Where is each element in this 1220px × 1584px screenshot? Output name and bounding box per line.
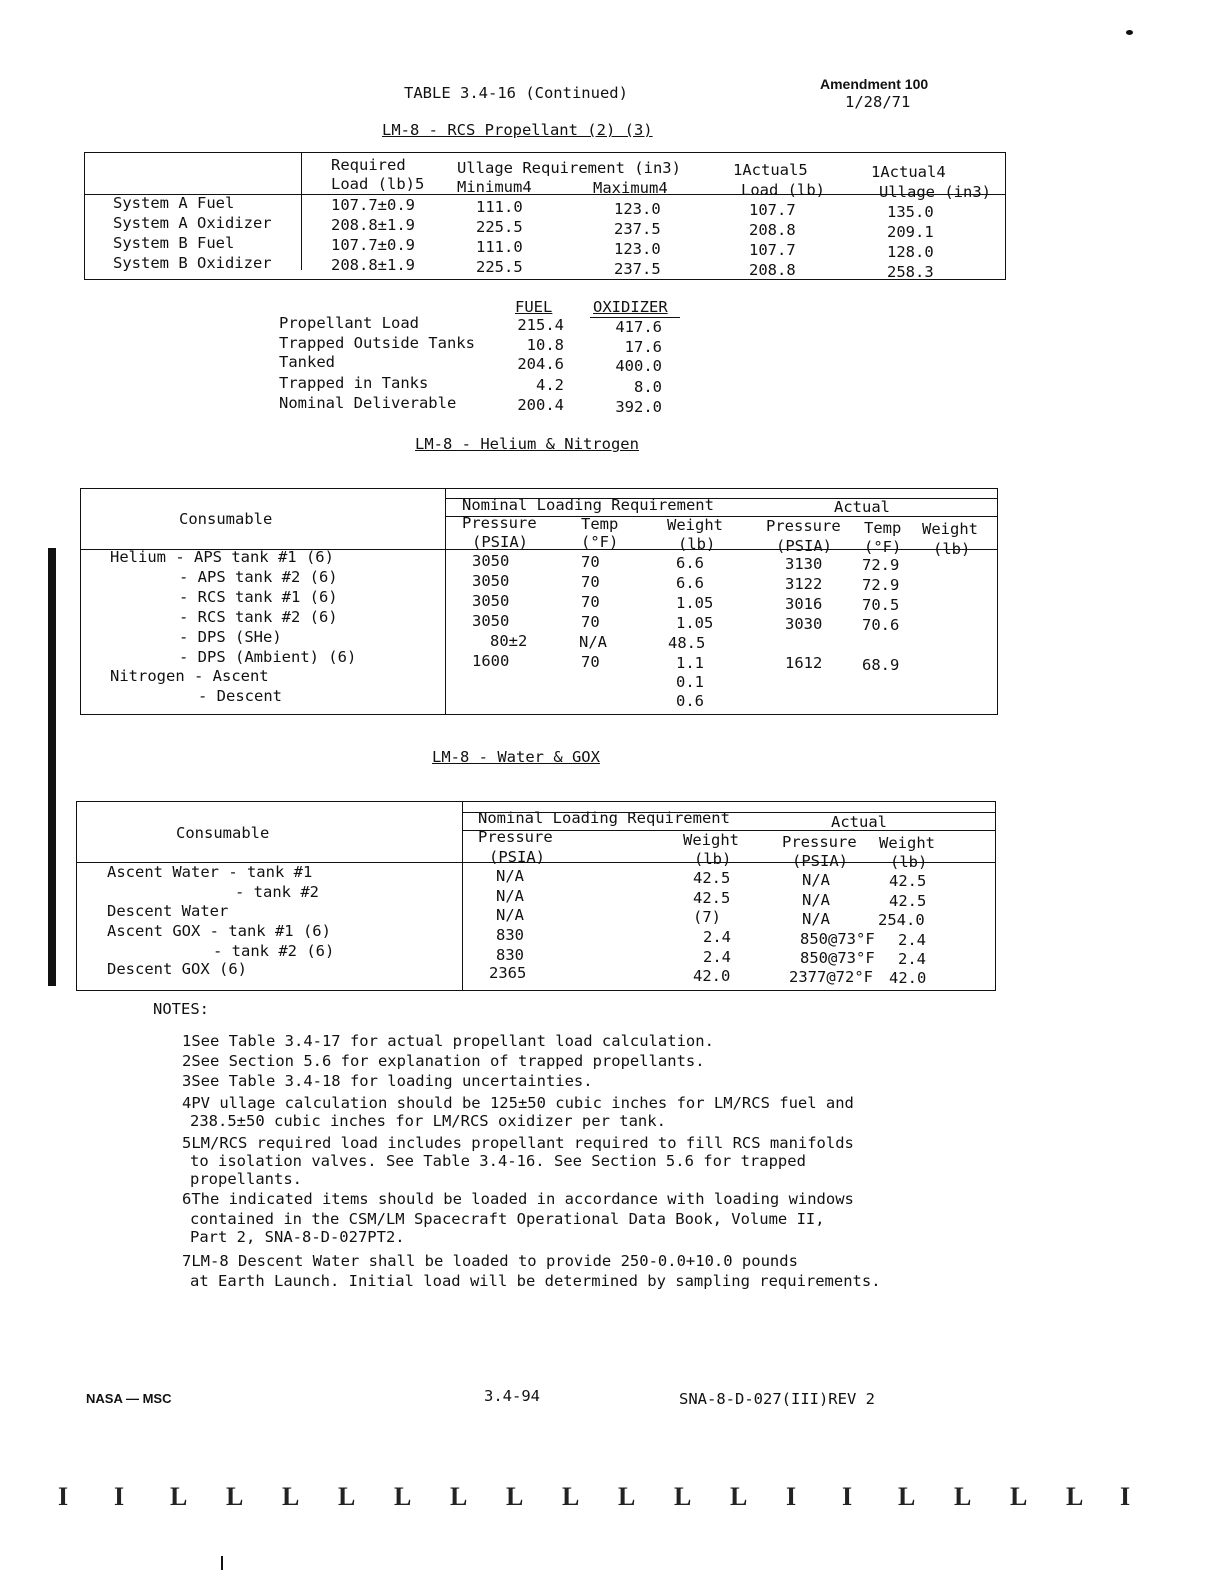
act-pressure-header: Pressure: [766, 517, 841, 535]
ullage-max: 123.0: [614, 240, 661, 258]
actual-ullage: 135.0: [887, 203, 934, 221]
nom-pressure-unit: (PSIA): [472, 533, 528, 551]
act-temp: 70.5: [862, 596, 900, 614]
footer-doc-id: SNA-8-D-027(III)REV 2: [679, 1390, 875, 1408]
required-load: 107.7±0.9: [331, 196, 415, 214]
act-temp: 68.9: [862, 656, 900, 674]
act-weight-unit: (lb): [890, 853, 928, 871]
act-pressure: 1612: [785, 654, 823, 672]
nom-temp-unit: (°F): [581, 533, 619, 551]
act-weight: 42.0: [889, 969, 927, 987]
summary-oxidizer-value: 392.0: [615, 398, 662, 416]
nom-weight: 2.4: [703, 928, 731, 946]
scan-speck: [1126, 30, 1133, 35]
nom-weight: 1.1: [676, 654, 704, 672]
act-temp: 72.9: [862, 576, 900, 594]
nom-weight-header: Weight: [667, 516, 723, 534]
nom-weight: (7): [693, 908, 721, 926]
nom-pressure: 830: [496, 946, 524, 964]
act-pressure: 3130: [785, 555, 823, 573]
act-weight: 2.4: [898, 931, 926, 949]
summary-label: Tanked: [279, 353, 335, 371]
note-line: 4PV ullage calculation should be 125±50 cubic inches for LM/RCS fuel and: [182, 1094, 854, 1112]
nom-temp: 70: [581, 593, 600, 611]
nom-weight: 0.6: [676, 692, 704, 710]
rcs-required-header: Required: [331, 156, 406, 174]
act-temp-header: Temp: [864, 519, 902, 537]
nom-pressure: 1600: [472, 652, 510, 670]
water-row-label: - tank #2: [235, 883, 319, 901]
water-row-label: Ascent GOX - tank #1 (6): [107, 922, 331, 940]
rcs-actual-load-header: 1Actual5: [733, 161, 808, 179]
rcs-maximum-header: Maximum4: [593, 179, 668, 197]
actual-load: 107.7: [749, 201, 796, 219]
rcs-actual-ullage-unit: Ullage (in3): [879, 183, 991, 201]
act-weight: 254.0: [878, 911, 925, 929]
water-row-label: - tank #2 (6): [213, 942, 335, 960]
summary-oxidizer-value: 417.6: [615, 318, 662, 336]
act-pressure: 3030: [785, 615, 823, 633]
act-pressure-unit: (PSIA): [792, 852, 848, 870]
nom-weight-unit: (lb): [694, 850, 732, 868]
rcs-minimum-header: Minimum4: [457, 178, 532, 196]
nom-weight-header: Weight: [683, 831, 739, 849]
summary-fuel-value: 204.6: [517, 355, 564, 373]
act-pressure-unit: (PSIA): [776, 537, 832, 555]
helium-row-label: - RCS tank #2 (6): [179, 608, 338, 626]
amendment-number: Amendment 100: [820, 76, 929, 92]
nom-temp: 70: [581, 573, 600, 591]
act-pressure: 2377@72°F: [789, 968, 873, 986]
nom-pressure: N/A: [496, 887, 524, 905]
nom-temp: N/A: [579, 633, 607, 651]
helium-consumable-header: Consumable: [179, 510, 273, 528]
water-label-divider: [462, 801, 463, 991]
helium-label-divider: [445, 488, 446, 715]
nom-temp: 70: [581, 613, 600, 631]
nom-pressure: 3050: [472, 592, 510, 610]
rcs-section-title: LM-8 - RCS Propellant (2) (3): [382, 121, 653, 139]
nom-pressure: N/A: [496, 867, 524, 885]
nom-pressure: 3050: [472, 612, 510, 630]
nom-weight: 6.6: [676, 554, 704, 572]
ullage-min: 111.0: [476, 238, 523, 256]
nom-pressure-header: Pressure: [462, 514, 537, 532]
summary-fuel-value: 4.2: [536, 376, 564, 394]
actual-load: 208.8: [749, 261, 796, 279]
summary-oxidizer-value: 8.0: [634, 378, 662, 396]
water-row-label: Descent Water: [107, 902, 229, 920]
nom-temp-header: Temp: [581, 515, 619, 533]
note-line: 7LM-8 Descent Water shall be loaded to provide 250-0.0+10.0 pounds: [182, 1252, 798, 1270]
table-title: TABLE 3.4-16 (Continued): [404, 84, 628, 102]
nom-weight: 48.5: [668, 634, 706, 652]
helium-row-label: - RCS tank #1 (6): [179, 588, 338, 606]
nom-pressure: 830: [496, 926, 524, 944]
ullage-min: 225.5: [476, 258, 523, 276]
ullage-min: 111.0: [476, 198, 523, 216]
nom-weight: 1.05: [676, 594, 714, 612]
summary-label: Trapped Outside Tanks: [279, 334, 475, 352]
notes-heading: NOTES:: [153, 1000, 209, 1018]
summary-oxidizer-value: 400.0: [615, 357, 662, 375]
note-line: 1See Table 3.4-17 for actual propellant load calculation.: [182, 1032, 714, 1050]
note-line: 238.5±50 cubic inches for LM/RCS oxidizer per tank.: [190, 1112, 666, 1130]
nom-weight: 1.05: [676, 614, 714, 632]
act-weight: 42.5: [889, 892, 927, 910]
nom-weight: 42.0: [693, 967, 731, 985]
rcs-actual-load-unit: Load (lb): [741, 181, 825, 199]
ullage-min: 225.5: [476, 218, 523, 236]
note-line: 3See Table 3.4-18 for loading uncertainties.: [182, 1072, 593, 1090]
summary-oxidizer-header: OXIDIZER: [593, 298, 668, 316]
summary-oxidizer-value: 17.6: [624, 338, 662, 356]
helium-nominal-header: Nominal Loading Requirement: [462, 496, 714, 514]
act-pressure: N/A: [802, 871, 830, 889]
row-label: System A Oxidizer: [113, 214, 272, 232]
water-nominal-header: Nominal Loading Requirement: [478, 809, 730, 827]
ullage-max: 237.5: [614, 260, 661, 278]
act-pressure: N/A: [802, 910, 830, 928]
water-consumable-header: Consumable: [176, 824, 270, 842]
note-line: 6The indicated items should be loaded in accordance with loading windows: [182, 1190, 854, 1208]
actual-load: 208.8: [749, 221, 796, 239]
actual-load: 107.7: [749, 241, 796, 259]
water-row-label: [107, 962, 247, 978]
act-pressure-header: Pressure: [782, 833, 857, 851]
act-pressure: N/A: [802, 891, 830, 909]
water-actual-header: Actual: [831, 813, 887, 831]
nom-temp: 70: [581, 553, 600, 571]
helium-row-label: - DPS (SHe): [179, 628, 282, 646]
act-weight-unit: (lb): [933, 540, 971, 558]
nom-pressure: 80±2: [490, 632, 528, 650]
row-label: System B Fuel: [113, 234, 235, 252]
summary-label: Propellant Load: [279, 314, 419, 332]
nom-pressure: 2365: [489, 964, 527, 982]
act-pressure: 3016: [785, 595, 823, 613]
ullage-max: 237.5: [614, 220, 661, 238]
helium-row-label: - DPS (Ambient) (6): [179, 648, 357, 666]
nom-pressure: 3050: [472, 572, 510, 590]
act-temp: 70.6: [862, 616, 900, 634]
actual-ullage: 128.0: [887, 243, 934, 261]
row-label: System B Oxidizer: [113, 254, 272, 272]
nom-pressure-unit: (PSIA): [489, 848, 545, 866]
nom-pressure: N/A: [496, 906, 524, 924]
act-weight-header: Weight: [879, 834, 935, 852]
helium-section-title: LM-8 - Helium & Nitrogen: [415, 435, 639, 453]
footer-page-number: 3.4-94: [484, 1387, 540, 1405]
note-line: propellants.: [190, 1170, 302, 1188]
nom-temp: 70: [581, 653, 600, 671]
summary-fuel-value: 200.4: [517, 396, 564, 414]
summary-fuel-header: FUEL: [515, 298, 553, 316]
amendment-date: 1/28/71: [845, 93, 911, 111]
row-label: System A Fuel: [113, 194, 235, 212]
helium-row-label: - Descent: [198, 687, 282, 705]
nom-weight-unit: (lb): [678, 535, 716, 553]
nom-weight: 2.4: [703, 948, 731, 966]
rcs-load-header: Load (lb)5: [331, 175, 425, 193]
water-row-label-text: Descent GOX (6): [107, 960, 247, 978]
required-load: 208.8±1.9: [331, 256, 415, 274]
actual-ullage: 258.3: [887, 263, 934, 281]
rcs-label-divider: [301, 152, 302, 270]
ullage-max: 123.0: [614, 200, 661, 218]
helium-row-label: Nitrogen - Ascent: [110, 667, 269, 685]
note-line: to isolation valves. See Table 3.4-16. See Section 5.6 for trapped: [190, 1152, 806, 1170]
act-pressure: 850@73°F: [800, 949, 875, 967]
note-line: Part 2, SNA-8-D-027PT2.: [190, 1228, 405, 1246]
act-weight: 42.5: [889, 872, 927, 890]
act-pressure: 3122: [785, 575, 823, 593]
nom-weight: 42.5: [693, 889, 731, 907]
act-temp: 72.9: [862, 556, 900, 574]
helium-row-label: - APS tank #2 (6): [179, 568, 338, 586]
footer-org: NASA — MSC: [86, 1391, 172, 1406]
change-bar: [48, 548, 56, 986]
required-load: 107.7±0.9: [331, 236, 415, 254]
helium-actual-header: Actual: [834, 498, 890, 516]
required-load: 208.8±1.9: [331, 216, 415, 234]
summary-fuel-value: 215.4: [517, 316, 564, 334]
nom-weight: 0.1: [676, 673, 704, 691]
nom-weight: 42.5: [693, 869, 731, 887]
scan-tick: [221, 1556, 223, 1570]
nom-pressure-header: Pressure: [478, 828, 553, 846]
summary-fuel-value: 10.8: [526, 336, 564, 354]
nom-pressure: 3050: [472, 552, 510, 570]
helium-row-label: Helium - APS tank #1 (6): [110, 548, 334, 566]
water-row-label: Ascent Water - tank #1: [107, 863, 313, 881]
water-section-title: LM-8 - Water & GOX: [432, 748, 600, 766]
nom-weight: 6.6: [676, 574, 704, 592]
note-line: contained in the CSM/LM Spacecraft Operational Data Book, Volume II,: [190, 1210, 825, 1228]
act-weight: 2.4: [898, 950, 926, 968]
note-line: 2See Section 5.6 for explanation of trapped propellants.: [182, 1052, 705, 1070]
act-pressure: 850@73°F: [800, 930, 875, 948]
act-weight-header: Weight: [922, 520, 978, 538]
summary-label: Trapped in Tanks: [279, 374, 429, 392]
rcs-actual-ullage-header: 1Actual4: [871, 163, 946, 181]
note-line: at Earth Launch. Initial load will be determined by sampling requirements.: [190, 1272, 881, 1290]
rcs-ullage-header: Ullage Requirement (in3): [457, 159, 681, 177]
note-line: 5LM/RCS required load includes propellant required to fill RCS manifolds: [182, 1134, 854, 1152]
act-temp-unit: (°F): [864, 538, 902, 556]
summary-label: Nominal Deliverable: [279, 394, 457, 412]
actual-ullage: 209.1: [887, 223, 934, 241]
